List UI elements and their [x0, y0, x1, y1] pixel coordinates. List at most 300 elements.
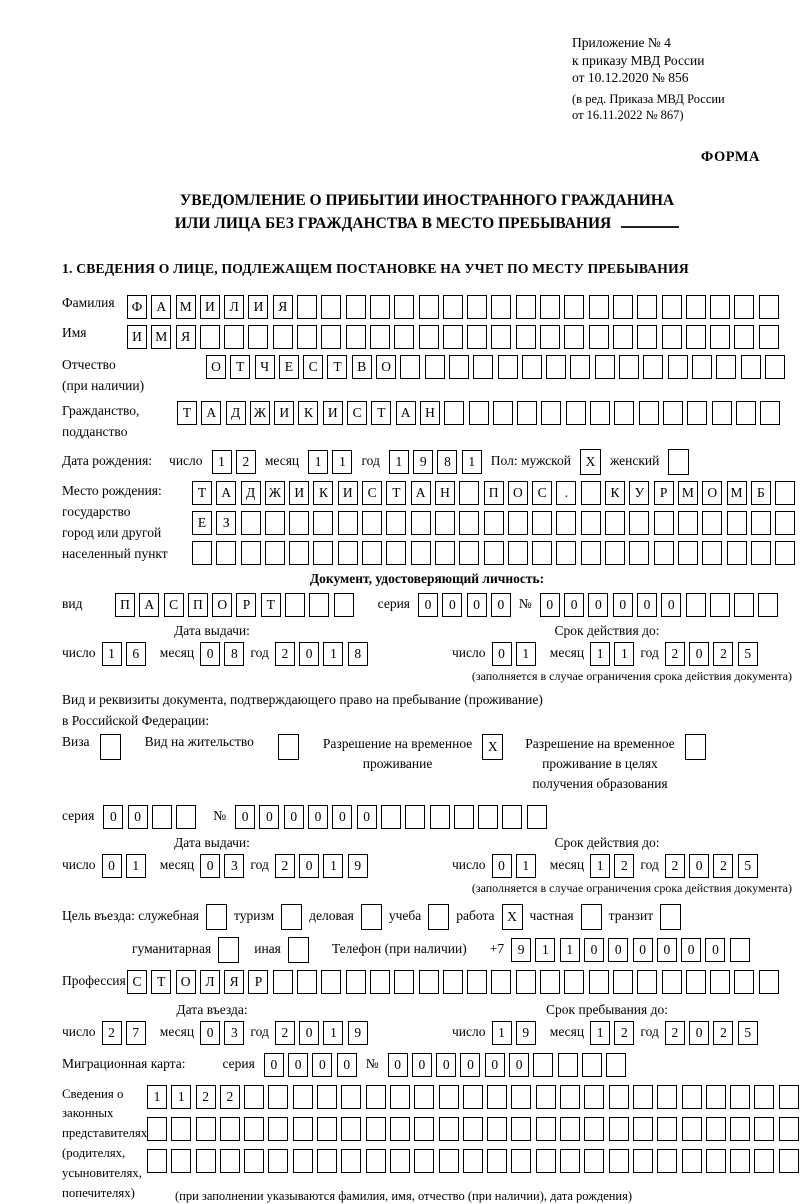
form-cell[interactable]	[200, 325, 220, 349]
form-cell[interactable]	[566, 401, 586, 425]
form-cell[interactable]	[400, 355, 420, 379]
form-cell[interactable]	[386, 541, 406, 565]
form-cell[interactable]	[405, 805, 425, 829]
form-cell[interactable]: 9	[413, 450, 433, 474]
form-cell[interactable]	[321, 325, 341, 349]
form-cell[interactable]	[706, 1149, 726, 1173]
form-cell[interactable]: 0	[200, 854, 220, 878]
form-cell[interactable]: 1	[560, 938, 580, 962]
form-cell[interactable]: 0	[540, 593, 560, 617]
form-cell[interactable]	[564, 325, 584, 349]
form-cell[interactable]	[346, 970, 366, 994]
form-cell[interactable]	[390, 1149, 410, 1173]
form-cell[interactable]	[589, 295, 609, 319]
form-cell[interactable]	[564, 970, 584, 994]
form-cell[interactable]: 0	[128, 805, 148, 829]
form-cell[interactable]: 1	[389, 450, 409, 474]
form-cell[interactable]	[710, 970, 730, 994]
form-cell[interactable]	[459, 481, 479, 505]
form-cell[interactable]: 2	[220, 1085, 240, 1109]
form-cell[interactable]: 0	[460, 1053, 480, 1077]
form-cell[interactable]: О	[702, 481, 722, 505]
form-cell[interactable]	[394, 295, 414, 319]
form-cell[interactable]: 0	[705, 938, 725, 962]
form-cell[interactable]	[584, 1149, 604, 1173]
form-cell[interactable]	[751, 541, 771, 565]
form-cell[interactable]	[633, 1117, 653, 1141]
form-cell[interactable]	[147, 1117, 167, 1141]
form-cell[interactable]: 0	[332, 805, 352, 829]
form-cell[interactable]	[536, 1149, 556, 1173]
form-cell[interactable]: К	[605, 481, 625, 505]
form-cell[interactable]	[313, 511, 333, 535]
form-cell[interactable]	[317, 1117, 337, 1141]
form-cell[interactable]	[443, 325, 463, 349]
form-cell[interactable]: А	[396, 401, 416, 425]
form-cell[interactable]	[637, 325, 657, 349]
form-cell[interactable]	[467, 970, 487, 994]
form-cell[interactable]: Н	[420, 401, 440, 425]
form-cell[interactable]	[435, 511, 455, 535]
form-cell[interactable]: 0	[637, 593, 657, 617]
form-cell[interactable]	[220, 1117, 240, 1141]
form-cell[interactable]	[293, 1149, 313, 1173]
form-cell[interactable]	[487, 1117, 507, 1141]
form-cell[interactable]: Т	[151, 970, 171, 994]
form-cell[interactable]	[609, 1149, 629, 1173]
form-cell[interactable]	[317, 1085, 337, 1109]
form-cell[interactable]	[678, 511, 698, 535]
form-cell[interactable]	[293, 1085, 313, 1109]
form-cell[interactable]	[394, 325, 414, 349]
form-cell[interactable]	[176, 805, 196, 829]
form-cell[interactable]	[459, 511, 479, 535]
form-cell[interactable]: 2	[713, 1021, 733, 1045]
checkbox-cell[interactable]	[206, 904, 227, 930]
form-cell[interactable]: П	[484, 481, 504, 505]
form-cell[interactable]	[244, 1085, 264, 1109]
form-cell[interactable]	[546, 355, 566, 379]
form-cell[interactable]: К	[298, 401, 318, 425]
form-cell[interactable]: 1	[535, 938, 555, 962]
form-cell[interactable]	[147, 1149, 167, 1173]
form-cell[interactable]	[171, 1117, 191, 1141]
form-cell[interactable]: И	[338, 481, 358, 505]
form-cell[interactable]	[678, 541, 698, 565]
form-cell[interactable]	[241, 511, 261, 535]
form-cell[interactable]	[734, 970, 754, 994]
form-cell[interactable]: 1	[102, 642, 122, 666]
form-cell[interactable]: 0	[584, 938, 604, 962]
form-cell[interactable]	[609, 1085, 629, 1109]
form-cell[interactable]	[390, 1085, 410, 1109]
form-cell[interactable]	[619, 355, 639, 379]
form-cell[interactable]: З	[216, 511, 236, 535]
form-cell[interactable]: А	[216, 481, 236, 505]
form-cell[interactable]: 0	[491, 593, 511, 617]
checkbox-cell[interactable]	[581, 904, 602, 930]
form-cell[interactable]	[508, 511, 528, 535]
form-cell[interactable]	[439, 1149, 459, 1173]
form-cell[interactable]	[765, 355, 785, 379]
form-cell[interactable]	[459, 541, 479, 565]
form-cell[interactable]: Р	[654, 481, 674, 505]
form-cell[interactable]	[760, 401, 780, 425]
form-cell[interactable]	[584, 1085, 604, 1109]
checkbox-cell[interactable]	[361, 904, 382, 930]
form-cell[interactable]: 2	[275, 1021, 295, 1045]
form-cell[interactable]	[297, 295, 317, 319]
form-cell[interactable]: 2	[614, 854, 634, 878]
form-cell[interactable]	[171, 1149, 191, 1173]
form-cell[interactable]	[430, 805, 450, 829]
form-cell[interactable]	[654, 511, 674, 535]
form-cell[interactable]	[532, 511, 552, 535]
form-cell[interactable]: 2	[275, 854, 295, 878]
form-cell[interactable]: О	[206, 355, 226, 379]
form-cell[interactable]: И	[274, 401, 294, 425]
form-cell[interactable]: А	[201, 401, 221, 425]
form-cell[interactable]	[411, 541, 431, 565]
form-cell[interactable]: 1	[323, 1021, 343, 1045]
form-cell[interactable]	[508, 541, 528, 565]
form-cell[interactable]	[662, 970, 682, 994]
form-cell[interactable]	[265, 541, 285, 565]
form-cell[interactable]: 0	[467, 593, 487, 617]
form-cell[interactable]	[682, 1149, 702, 1173]
form-cell[interactable]: Я	[224, 970, 244, 994]
form-cell[interactable]: Е	[279, 355, 299, 379]
form-cell[interactable]	[341, 1085, 361, 1109]
form-cell[interactable]: 3	[224, 854, 244, 878]
form-cell[interactable]	[759, 295, 779, 319]
form-cell[interactable]: Ж	[265, 481, 285, 505]
form-cell[interactable]: Ч	[255, 355, 275, 379]
form-cell[interactable]	[273, 325, 293, 349]
checkbox-cell[interactable]	[288, 937, 309, 963]
form-cell[interactable]	[341, 1149, 361, 1173]
form-cell[interactable]: Е	[192, 511, 212, 535]
form-cell[interactable]	[419, 295, 439, 319]
form-cell[interactable]: 0	[661, 593, 681, 617]
form-cell[interactable]	[366, 1149, 386, 1173]
form-cell[interactable]	[268, 1117, 288, 1141]
form-cell[interactable]	[775, 511, 795, 535]
form-cell[interactable]	[702, 511, 722, 535]
form-cell[interactable]	[613, 325, 633, 349]
form-cell[interactable]	[346, 325, 366, 349]
form-cell[interactable]: 1	[492, 1021, 512, 1045]
form-cell[interactable]	[443, 295, 463, 319]
form-cell[interactable]: 0	[312, 1053, 332, 1077]
form-cell[interactable]	[637, 970, 657, 994]
form-cell[interactable]	[754, 1085, 774, 1109]
form-cell[interactable]	[334, 593, 354, 617]
form-cell[interactable]	[590, 401, 610, 425]
form-cell[interactable]: Т	[177, 401, 197, 425]
form-cell[interactable]	[362, 541, 382, 565]
form-cell[interactable]	[478, 805, 498, 829]
form-cell[interactable]	[570, 355, 590, 379]
form-cell[interactable]: 9	[348, 854, 368, 878]
form-cell[interactable]: С	[303, 355, 323, 379]
form-cell[interactable]: О	[376, 355, 396, 379]
form-cell[interactable]: 1	[147, 1085, 167, 1109]
checkbox-cell[interactable]	[668, 449, 689, 475]
form-cell[interactable]: 1	[614, 642, 634, 666]
form-cell[interactable]: 0	[288, 1053, 308, 1077]
form-cell[interactable]: С	[164, 593, 184, 617]
form-cell[interactable]	[629, 541, 649, 565]
form-cell[interactable]	[289, 511, 309, 535]
form-cell[interactable]: Р	[236, 593, 256, 617]
form-cell[interactable]	[152, 805, 172, 829]
form-cell[interactable]	[443, 970, 463, 994]
form-cell[interactable]	[682, 1085, 702, 1109]
form-cell[interactable]: М	[678, 481, 698, 505]
checkbox-cell[interactable]	[278, 734, 299, 760]
form-cell[interactable]: 1	[516, 854, 536, 878]
form-cell[interactable]	[605, 541, 625, 565]
form-cell[interactable]: И	[323, 401, 343, 425]
form-cell[interactable]: Л	[200, 970, 220, 994]
form-cell[interactable]: 5	[738, 854, 758, 878]
checkbox-cell[interactable]	[428, 904, 449, 930]
form-cell[interactable]	[469, 401, 489, 425]
form-cell[interactable]	[370, 325, 390, 349]
form-cell[interactable]	[710, 325, 730, 349]
form-cell[interactable]	[540, 295, 560, 319]
form-cell[interactable]	[533, 1053, 553, 1077]
form-cell[interactable]: Н	[435, 481, 455, 505]
form-cell[interactable]	[682, 1117, 702, 1141]
form-cell[interactable]	[192, 541, 212, 565]
form-cell[interactable]: М	[151, 325, 171, 349]
form-cell[interactable]	[629, 511, 649, 535]
form-cell[interactable]: 0	[308, 805, 328, 829]
form-cell[interactable]: Я	[273, 295, 293, 319]
form-cell[interactable]	[754, 1117, 774, 1141]
form-cell[interactable]	[196, 1149, 216, 1173]
form-cell[interactable]	[435, 541, 455, 565]
form-cell[interactable]	[584, 1117, 604, 1141]
form-cell[interactable]	[341, 1117, 361, 1141]
form-cell[interactable]	[390, 1117, 410, 1141]
form-cell[interactable]: Р	[248, 970, 268, 994]
form-cell[interactable]	[419, 970, 439, 994]
form-cell[interactable]: 1	[308, 450, 328, 474]
form-cell[interactable]	[759, 970, 779, 994]
form-cell[interactable]	[779, 1085, 799, 1109]
form-cell[interactable]	[754, 1149, 774, 1173]
form-cell[interactable]	[419, 325, 439, 349]
form-cell[interactable]: 2	[713, 854, 733, 878]
form-cell[interactable]	[491, 295, 511, 319]
form-cell[interactable]	[297, 325, 317, 349]
form-cell[interactable]	[463, 1149, 483, 1173]
form-cell[interactable]: Т	[386, 481, 406, 505]
form-cell[interactable]	[775, 541, 795, 565]
form-cell[interactable]: 0	[689, 1021, 709, 1045]
form-cell[interactable]: Д	[241, 481, 261, 505]
form-cell[interactable]	[502, 805, 522, 829]
form-cell[interactable]: И	[248, 295, 268, 319]
checkbox-cell[interactable]	[100, 734, 121, 760]
form-cell[interactable]	[309, 593, 329, 617]
form-cell[interactable]	[265, 511, 285, 535]
form-cell[interactable]	[268, 1085, 288, 1109]
form-cell[interactable]: 0	[608, 938, 628, 962]
form-cell[interactable]	[581, 541, 601, 565]
form-cell[interactable]	[338, 541, 358, 565]
form-cell[interactable]	[730, 1085, 750, 1109]
form-cell[interactable]	[734, 325, 754, 349]
form-cell[interactable]	[657, 1149, 677, 1173]
form-cell[interactable]	[317, 1149, 337, 1173]
form-cell[interactable]	[532, 541, 552, 565]
form-cell[interactable]	[536, 1085, 556, 1109]
form-cell[interactable]: 0	[299, 642, 319, 666]
form-cell[interactable]: 6	[126, 642, 146, 666]
form-cell[interactable]: 9	[516, 1021, 536, 1045]
form-cell[interactable]	[734, 295, 754, 319]
form-cell[interactable]: Я	[176, 325, 196, 349]
form-cell[interactable]	[564, 295, 584, 319]
form-cell[interactable]	[522, 355, 542, 379]
form-cell[interactable]: 1	[590, 1021, 610, 1045]
form-cell[interactable]: 0	[492, 854, 512, 878]
form-cell[interactable]: 1	[171, 1085, 191, 1109]
form-cell[interactable]: 0	[681, 938, 701, 962]
form-cell[interactable]: М	[727, 481, 747, 505]
form-cell[interactable]: 8	[437, 450, 457, 474]
form-cell[interactable]	[362, 511, 382, 535]
form-cell[interactable]: Ф	[127, 295, 147, 319]
form-cell[interactable]	[633, 1149, 653, 1173]
form-cell[interactable]	[439, 1085, 459, 1109]
form-cell[interactable]	[381, 805, 401, 829]
form-cell[interactable]	[540, 325, 560, 349]
form-cell[interactable]: 0	[436, 1053, 456, 1077]
form-cell[interactable]: А	[139, 593, 159, 617]
form-cell[interactable]: 0	[689, 854, 709, 878]
form-cell[interactable]	[370, 295, 390, 319]
form-cell[interactable]	[414, 1149, 434, 1173]
form-cell[interactable]	[751, 511, 771, 535]
form-cell[interactable]: 9	[348, 1021, 368, 1045]
form-cell[interactable]	[727, 541, 747, 565]
form-cell[interactable]: 2	[236, 450, 256, 474]
form-cell[interactable]	[414, 1085, 434, 1109]
checkbox-cell[interactable]	[218, 937, 239, 963]
form-cell[interactable]	[730, 1117, 750, 1141]
form-cell[interactable]	[668, 355, 688, 379]
form-cell[interactable]	[686, 295, 706, 319]
form-cell[interactable]	[706, 1085, 726, 1109]
form-cell[interactable]	[560, 1149, 580, 1173]
form-cell[interactable]: 0	[299, 854, 319, 878]
form-cell[interactable]	[463, 1085, 483, 1109]
form-cell[interactable]	[449, 355, 469, 379]
form-cell[interactable]	[338, 511, 358, 535]
form-cell[interactable]	[244, 1117, 264, 1141]
form-cell[interactable]	[663, 401, 683, 425]
form-cell[interactable]	[716, 355, 736, 379]
form-cell[interactable]	[758, 593, 778, 617]
form-cell[interactable]	[589, 970, 609, 994]
form-cell[interactable]: О	[176, 970, 196, 994]
form-cell[interactable]	[511, 1085, 531, 1109]
form-cell[interactable]	[321, 970, 341, 994]
form-cell[interactable]: П	[188, 593, 208, 617]
form-cell[interactable]	[759, 325, 779, 349]
form-cell[interactable]: 2	[713, 642, 733, 666]
form-cell[interactable]	[273, 970, 293, 994]
form-cell[interactable]	[710, 593, 730, 617]
checkbox-cell[interactable]: X	[580, 449, 601, 475]
form-cell[interactable]: Т	[261, 593, 281, 617]
form-cell[interactable]	[511, 1117, 531, 1141]
form-cell[interactable]	[643, 355, 663, 379]
form-cell[interactable]	[216, 541, 236, 565]
form-cell[interactable]: 0	[200, 1021, 220, 1045]
form-cell[interactable]: 0	[299, 1021, 319, 1045]
form-cell[interactable]: .	[556, 481, 576, 505]
form-cell[interactable]	[268, 1149, 288, 1173]
checkbox-cell[interactable]	[281, 904, 302, 930]
form-cell[interactable]	[595, 355, 615, 379]
form-cell[interactable]: Б	[751, 481, 771, 505]
form-cell[interactable]	[321, 295, 341, 319]
form-cell[interactable]: 0	[509, 1053, 529, 1077]
form-cell[interactable]	[614, 401, 634, 425]
form-cell[interactable]	[609, 1117, 629, 1141]
form-cell[interactable]: 0	[200, 642, 220, 666]
form-cell[interactable]: 8	[348, 642, 368, 666]
form-cell[interactable]: 2	[665, 1021, 685, 1045]
form-cell[interactable]	[454, 805, 474, 829]
form-cell[interactable]	[775, 481, 795, 505]
form-cell[interactable]	[511, 1149, 531, 1173]
form-cell[interactable]: 0	[485, 1053, 505, 1077]
form-cell[interactable]: 1	[516, 642, 536, 666]
form-cell[interactable]: 1	[212, 450, 232, 474]
form-cell[interactable]	[411, 511, 431, 535]
form-cell[interactable]	[394, 970, 414, 994]
form-cell[interactable]: К	[313, 481, 333, 505]
form-cell[interactable]	[516, 295, 536, 319]
form-cell[interactable]	[702, 541, 722, 565]
form-cell[interactable]: 0	[235, 805, 255, 829]
form-cell[interactable]: И	[127, 325, 147, 349]
form-cell[interactable]: С	[362, 481, 382, 505]
form-cell[interactable]: Т	[230, 355, 250, 379]
form-cell[interactable]: Л	[224, 295, 244, 319]
form-cell[interactable]	[463, 1117, 483, 1141]
form-cell[interactable]: 0	[284, 805, 304, 829]
form-cell[interactable]: Т	[192, 481, 212, 505]
form-cell[interactable]: 8	[224, 642, 244, 666]
form-cell[interactable]	[244, 1149, 264, 1173]
form-cell[interactable]	[220, 1149, 240, 1173]
form-cell[interactable]: 1	[332, 450, 352, 474]
form-cell[interactable]: 1	[323, 642, 343, 666]
form-cell[interactable]	[467, 295, 487, 319]
form-cell[interactable]	[516, 325, 536, 349]
form-cell[interactable]: М	[176, 295, 196, 319]
form-cell[interactable]: С	[127, 970, 147, 994]
form-cell[interactable]: 0	[613, 593, 633, 617]
